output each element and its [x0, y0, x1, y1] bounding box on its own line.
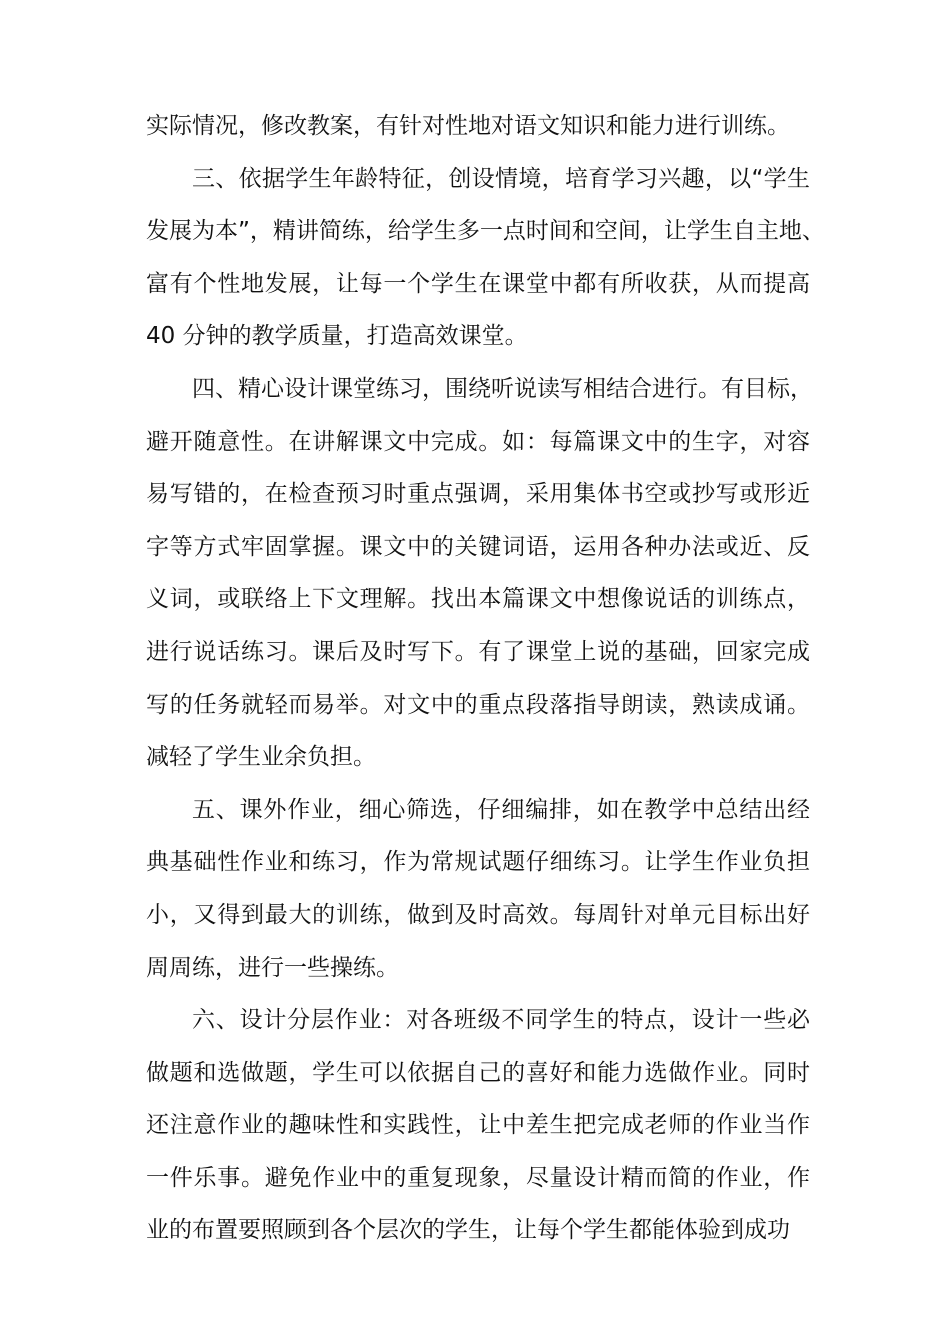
- paragraph-four: [146, 363, 813, 784]
- paragraph-continuation: [146, 100, 810, 153]
- paragraph-line: 字等方式牢固掌握。课文中的关键词语，运用各种办法或近、反: [146, 533, 810, 560]
- paragraph-line: 小，又得到最大的训练，做到及时高效。每周针对单元目标出好: [146, 901, 810, 928]
- paragraph-line: 减轻了学生业余负担。: [146, 744, 376, 771]
- paragraph-line: 四、精心设计课堂练习，围绕听说读写相结合进行。有目标，: [192, 375, 813, 402]
- paragraph-line: 做题和选做题，学生可以依据自己的喜好和能力选做作业。同时: [146, 1059, 810, 1086]
- paragraph-line: 发展为本”，精讲简练，给学生多一点时间和空间，让学生自主地、: [146, 218, 825, 245]
- paragraph-line: 六、设计分层作业：对各班级不同学生的特点，设计一些必: [192, 1007, 810, 1034]
- paragraph-line: 富有个性地发展，让每一个学生在课堂中都有所收获，从而提高: [146, 270, 810, 297]
- document-body: [146, 100, 825, 1257]
- paragraph-three: [146, 153, 825, 363]
- paragraph-line: 还注意作业的趣味性和实践性，让中差生把完成老师的作业当作: [146, 1112, 810, 1139]
- paragraph-line: 写的任务就轻而易举。对文中的重点段落指导朗读，熟读成诵。: [146, 691, 810, 718]
- paragraph-six: [146, 994, 810, 1257]
- paragraph-line: 典基础性作业和练习，作为常规试题仔细练习。让学生作业负担: [146, 849, 810, 876]
- paragraph-five: [146, 784, 810, 994]
- paragraph-line: 40 分钟的教学质量，打造高效课堂。: [146, 323, 528, 350]
- paragraph-line: 一件乐事。避免作业中的重复现象，尽量设计精而简的作业，作: [146, 1164, 810, 1191]
- paragraph-line: 五、课外作业，细心筛选，仔细编排，如在教学中总结出经: [192, 796, 810, 823]
- paragraph-line: 周周练，进行一些操练。: [146, 954, 399, 981]
- paragraph-line: 三、依据学生年龄特征，创设情境，培育学习兴趣，以“学生: [192, 165, 810, 192]
- paragraph-line: 进行说话练习。课后及时写下。有了课堂上说的基础，回家完成: [146, 638, 810, 665]
- paragraph-line: 易写错的，在检查预习时重点强调，采用集体书空或抄写或形近: [146, 481, 810, 508]
- paragraph-line: 业的布置要照顾到各个层次的学生，让每个学生都能体验到成功: [146, 1217, 790, 1244]
- paragraph-line: 义词，或联络上下文理解。找出本篇课文中想像说话的训练点，: [146, 586, 810, 613]
- paragraph-line: 避开随意性。在讲解课文中完成。如：每篇课文中的生字，对容: [146, 428, 810, 455]
- paragraph-line: 实际情况，修改教案，有针对性地对语文知识和能力进行训练。: [146, 113, 790, 139]
